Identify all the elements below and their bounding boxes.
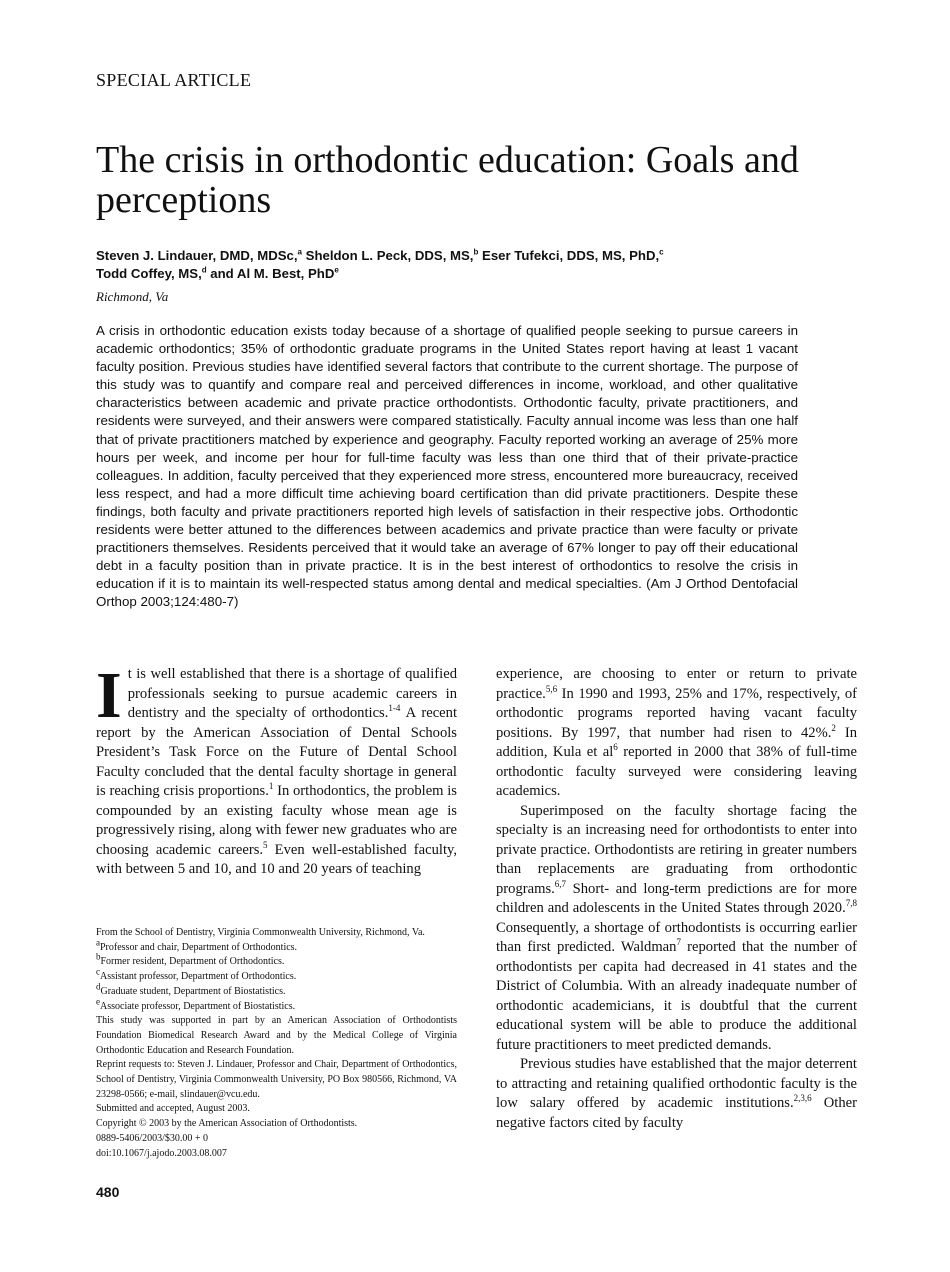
footnote-doi: doi:10.1067/j.ajodo.2003.08.007: [96, 1147, 227, 1159]
footnote-mark: e: [96, 996, 100, 1007]
footnote-role-text: Former resident, Department of Orthodontics.: [100, 956, 285, 968]
citation-superscript: 1: [268, 781, 274, 792]
footnote-mark: d: [96, 981, 101, 992]
author-name: Eser Tufekci, DDS, MS, PhD,: [482, 248, 660, 263]
abstract: A crisis in orthodontic education exists today because of a shortage of qualified people seeking to pursue careers in academic orthodontics; 35% of orthodontic graduate programs in the United States report having at least 1 vacant faculty position. Previous studies have identified several factors that contribute to the current shortage. The purpose of this study was to quantify and compare real and perceived differences in income, workload, and other qualitative characteristics between academic and private practice orthodontists. Orthodontic faculty, private practitioners, and residents were surveyed, and their answers were compared statistically. Faculty annual income was less than one half that of private practitioners matched by experience and geography. Faculty reported working an average of 25% more hours per week, and income per hour for full-time faculty was less than one third that of their private-practice colleagues. In addition, faculty perceived that they experienced more stress, encountered more bureaucracy, received less respect, and had a more difficult time achieving board certification than did private practitioners. Despite these findings, both faculty and private practitioners reported high levels of satisfaction in their respective jobs. Orthodontic residents were better attuned to the differences between academics and private practice than were faculty or private practitioners themselves. Residents perceived that it would take an average of 67% longer to pay off their educational debt in a faculty position than in private practice. It is in the best interest of orthodontics to resolve the crisis in education if it is to maintain its well-respected status among dental and medical specialties. (Am J Orthod Dentofacial Orthop 2003;124:480-7): [96, 323, 798, 610]
text-run: In orthodontics, the problem is compounded by an existing faculty whose mean age is progressively rising, along with fewer new graduates who are choosing academic careers.: [96, 783, 457, 858]
text-run: Even well-established faculty, with between 5 and 10, and 10 and 20 years of teaching: [96, 841, 457, 877]
footnote-submitted: Submitted and accepted, August 2003.: [96, 1103, 250, 1115]
footnote-role: [96, 981, 457, 1000]
author-affiliation-mark: e: [334, 265, 339, 275]
footnote-issn: 0889-5406/2003/$30.00 + 0: [96, 1132, 209, 1144]
author-location: Richmond, Va: [96, 289, 169, 304]
text-run: In 1990 and 1993, 25% and 17%, respectively, of orthodontic programs reported having vacant faculty positions. By 1997, that number had risen to 42%.: [496, 685, 857, 741]
citation-superscript: 5: [263, 839, 268, 850]
citation-superscript: 7: [676, 937, 681, 948]
author-affiliation-mark: c: [659, 247, 664, 257]
author-name: Sheldon L. Peck, DDS, MS,: [305, 248, 474, 263]
author-name: Todd Coffey, MS,: [96, 266, 202, 281]
footnote-roles: [96, 937, 457, 1015]
footnote-support: This study was supported in part by an American Association of Orthodontists Foundation Biomedical Research Award and by the Medical College of Virginia Orthodontic Education and Research Foundation.: [96, 1015, 457, 1056]
text-run: In addition, Kula et al: [496, 724, 857, 760]
body-column-left: [96, 659, 457, 880]
footnotes: [96, 926, 457, 1161]
author-affiliation-mark: b: [473, 247, 479, 257]
footnote-role-text: Graduate student, Department of Biostatistics.: [100, 985, 286, 997]
author-affiliation-mark: a: [297, 247, 302, 257]
citation-superscript: 7,8: [845, 898, 857, 909]
footnote-mark: c: [96, 966, 100, 977]
text-run: reported in 2000 that 38% of full-time orthodontic faculty surveyed were considering leaving academics.: [496, 744, 857, 799]
body-paragraph: [496, 665, 857, 802]
footnote-role-text: Professor and chair, Department of Orthodontics.: [100, 941, 298, 953]
citation-superscript: 6,7: [554, 878, 567, 889]
footnote-affiliation: From the School of Dentistry, Virginia Commonwealth University, Richmond, Va.: [96, 927, 425, 938]
intro-paragraph: [96, 659, 457, 880]
text-run: Superimposed on the faculty shortage facing the specialty is an increasing need for orthodontists to enter into private practice. Orthodontists are retiring in greater numbers than replacements are graduating from orthodontic programs.: [496, 802, 857, 897]
author-name: Steven J. Lindauer, DMD, MDSc,: [96, 248, 298, 263]
body-paragraph: [496, 1055, 857, 1133]
footnote-role: [96, 952, 457, 970]
page-number: 480: [96, 1184, 120, 1200]
text-run: t is well established that there is a shortage of qualified professionals seeking to pursue academic careers in dentistry and the specialty of orthodontics.: [127, 666, 457, 721]
author-affiliation-mark: d: [201, 265, 207, 275]
footnote-role: [96, 966, 457, 985]
citation-superscript: 2,3,6: [793, 1093, 812, 1104]
citation-superscript: 2: [831, 722, 836, 733]
citation-superscript: 6: [613, 742, 618, 753]
text-run: experience, are choosing to enter or return to private practice.: [496, 666, 857, 702]
footnote-role-text: Assistant professor, Department of Orthodontics.: [100, 971, 297, 983]
author-list: [96, 247, 856, 283]
footnote-reprint: Reprint requests to: Steven J. Lindauer, Professor and Chair, Department of Orthodontics, School of Dentistry, Virginia Commonwealth University, PO Box 980566, Richmond, VA 23298-0566; e-mail, slindauer@vcu.edu.: [96, 1059, 457, 1100]
footnote-copyright: Copyright © 2003 by the American Association of Orthodontists.: [96, 1118, 358, 1130]
citation-superscript: 1-4: [388, 703, 401, 714]
body-column-right: [496, 665, 857, 1133]
citation-superscript: 5,6: [545, 683, 558, 694]
text-run: Other negative factors cited by faculty: [496, 1095, 857, 1131]
footnote-role: [96, 937, 457, 956]
article-title: The crisis in orthodontic education: Goals and perceptions: [96, 139, 799, 221]
intro-text: [96, 659, 457, 877]
author-name: and Al M. Best, PhD: [210, 266, 335, 281]
text-run: Consequently, a shortage of orthodontists is occurring earlier than first predicted. Waldman: [496, 919, 857, 955]
footnote-mark: b: [96, 952, 101, 963]
text-run: Previous studies have established that the major deterrent to attracting and retaining qualified orthodontic faculty is the low salary offered by academic institutions.: [496, 1056, 857, 1111]
text-run: Short- and long-term predictions are for more children and adolescents in the United States through 2020.: [496, 880, 857, 916]
text-run: reported that the number of orthodontists per capita had decreased in 41 states and the District of Columbia. With an already inadequate number of orthodontic academicians, it is doubtful that the current educational system will be able to produce the additional future practitioners to meet predicted demands.: [496, 939, 857, 1053]
footnote-mark: a: [96, 937, 100, 948]
drop-cap: I: [96, 659, 122, 732]
footnote-role-text: Associate professor, Department of Biostatistics.: [100, 1000, 296, 1012]
footnote-role: [96, 996, 457, 1015]
text-run: A recent report by the American Association of Dental Schools President’s Task Force on the Future of Dental School Faculty concluded that the dental faculty shortage in general is reaching crisis proportions.: [96, 705, 457, 799]
section-label: SPECIAL ARTICLE: [96, 70, 252, 90]
body-paragraph: [496, 802, 857, 1056]
